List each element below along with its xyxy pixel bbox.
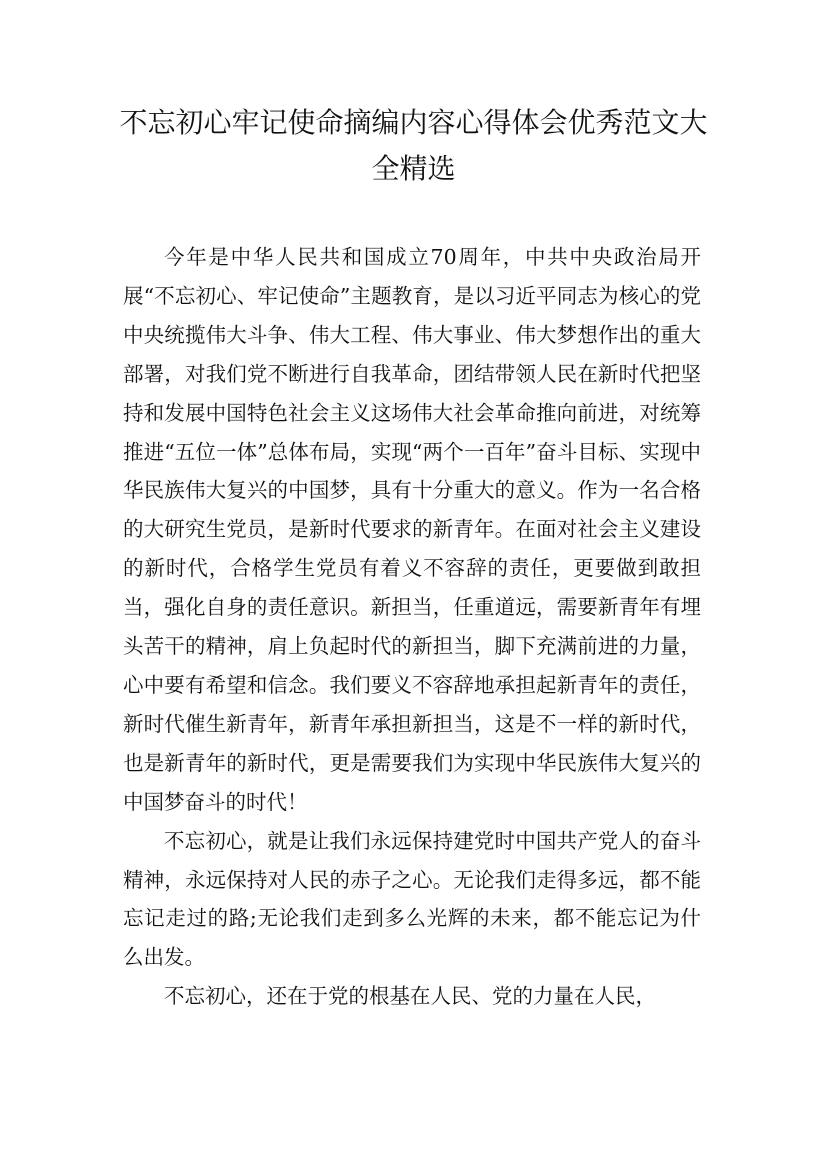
paragraph: 不忘初心，就是让我们永远保持建党时中国共产党人的奋斗精神，永远保持对人民的赤子之心。无论我们走得多远，都不能忘记走过的路;无论我们走到多么光辉的未来，都不能忘记为什么出发。 [123,828,701,970]
document-title: 不忘初心牢记使命摘编内容心得体会优秀范文大全精选 [119,106,708,185]
document-body [123,238,701,1016]
paragraph: 不忘初心，还在于党的根基在人民、党的力量在人民， [164,984,656,1009]
paragraph: 今年是中华人民共和国成立70周年，中共中央政治局开展“不忘初心、牢记使命”主题教育，是以习近平同志为核心的党中央统揽伟大斗争、伟大工程、伟大事业、伟大梦想作出的重大部署，对我们党不断进行自我革命，团结带领人民在新时代把坚持和发展中国特色社会主义这场伟大社会革命推向前进，对统筹推进“五位一体”总体布局，实现“两个一百年”奋斗目标、实现中华民族伟大复兴的中国梦，具有十分重大的意义。作为一名合格的大研究生党员，是新时代要求的新青年。在面对社会主义建设的新时代，合格学生党员有着义不容辞的责任，更要做到敢担当，强化自身的责任意识。新担当，任重道远，需要新青年有埋头苦干的精神，肩上负起时代的新担当，脚下充满前进的力量，心中要有希望和信念。我们要义不容辞地承担起新青年的责任，新时代催生新青年，新青年承担新担当，这是不一样的新时代，也是新青年的新时代，更是需要我们为实现中华民族伟大复兴的中国梦奋斗的时代！ [123,245,701,814]
